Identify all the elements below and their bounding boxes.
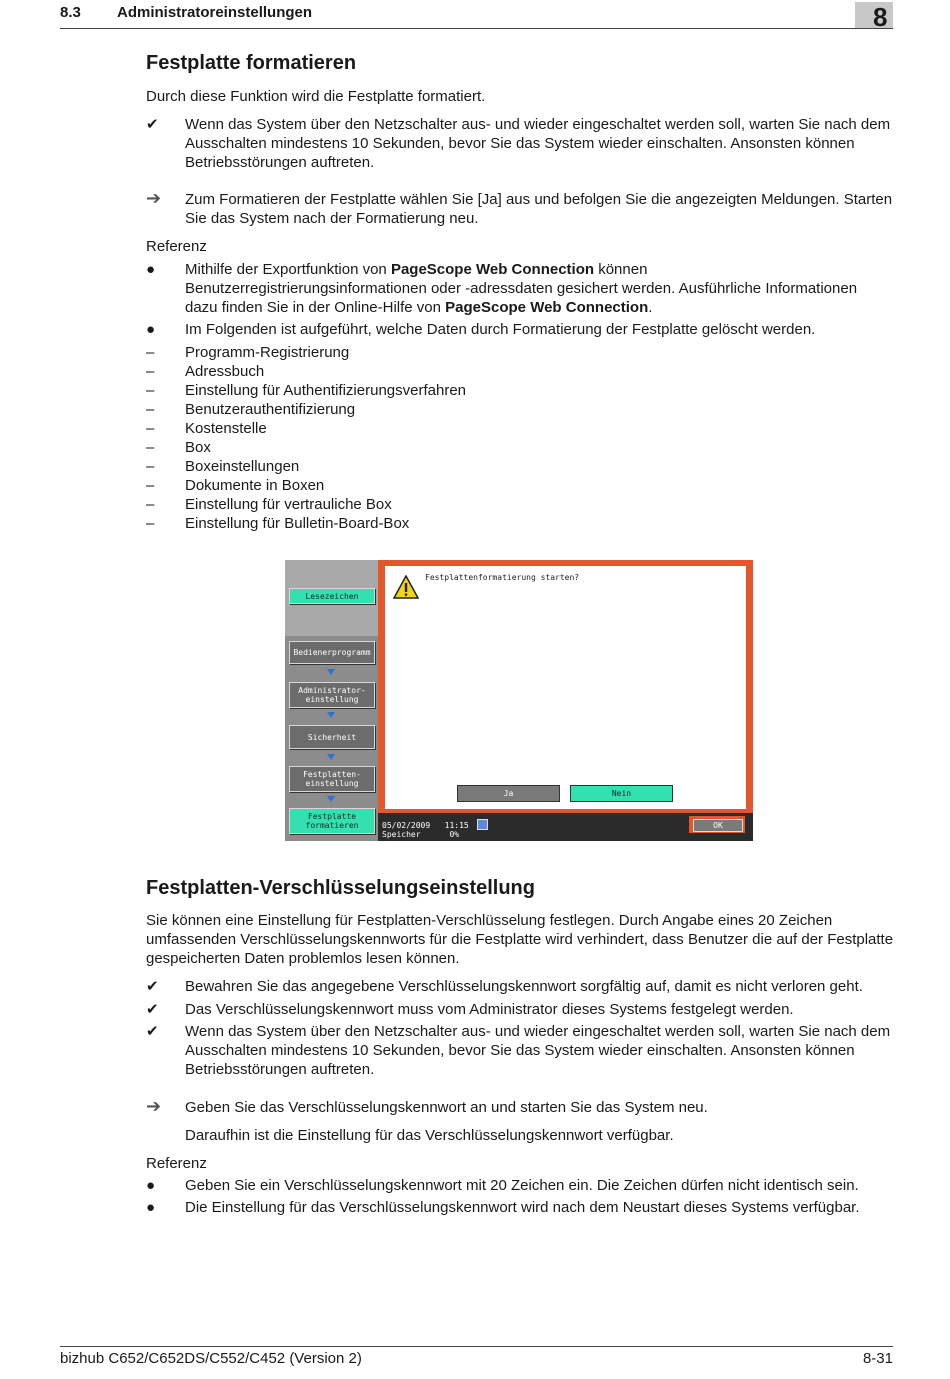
check-icon: ✔ [146, 116, 159, 133]
footer-product: bizhub C652/C652DS/C552/C452 (Version 2) [60, 1350, 362, 1367]
arrow-down-icon [327, 712, 335, 718]
dash-icon: – [146, 420, 155, 437]
section-title: Administratoreinstellungen [117, 4, 313, 21]
dash-icon: – [146, 401, 155, 418]
arrow-down-icon [327, 669, 335, 675]
dialog-message: Festplattenformatierung starten? [425, 573, 580, 582]
yes-button[interactable]: Ja [457, 785, 560, 802]
check-icon: ✔ [146, 978, 159, 995]
check-icon: ✔ [146, 1001, 159, 1018]
page-number: 8-31 [862, 1350, 893, 1367]
job-status-icon[interactable] [477, 819, 488, 830]
intro-text: Durch diese Funktion wird die Festplatte formatiert. [146, 88, 486, 105]
memory-label: Speicher [382, 830, 421, 839]
header-rule [60, 28, 893, 29]
arrow-down-icon [327, 796, 335, 802]
intro-text: Sie können eine Einstellung für Festplatten-Verschlüsselung festlegen. Durch Angabe eines 20 Zeichen umfassenden Verschlüsselungskennworts für die Festplatte wird verhindert, dass Benutzer die auf der Festplatte gespeicherten Daten problemlos lesen können. [146, 912, 894, 967]
nav-hdd-settings-button[interactable]: Festplatten- einstellung [289, 766, 375, 792]
reference-label: Referenz [146, 1155, 207, 1172]
dialog-panel [385, 566, 746, 809]
time-display: 11:15 [444, 821, 469, 830]
nav-security-button[interactable]: Sicherheit [289, 725, 375, 749]
control-panel-screenshot [285, 560, 753, 841]
bullet-icon: ● [146, 321, 156, 338]
dash-icon: – [146, 363, 155, 380]
nav-format-hdd-button[interactable]: Festplatte formatieren [289, 808, 375, 834]
heading-hdd-encryption: Festplatten-Verschlüsselungseinstellung [146, 877, 535, 899]
nav-utility-button[interactable]: Bedienerprogramm [289, 641, 375, 664]
nav-admin-button[interactable]: Administrator- einstellung [289, 682, 375, 708]
arrow-right-icon: ➔ [146, 188, 162, 208]
bookmark-button[interactable]: Lesezeichen [289, 588, 375, 604]
dash-icon: – [146, 458, 155, 475]
section-number: 8.3 [60, 4, 81, 21]
footer-rule [60, 1346, 893, 1347]
memory-value: 0% [449, 830, 460, 839]
dash-icon: – [146, 344, 155, 361]
no-button[interactable]: Nein [570, 785, 673, 802]
dash-icon: – [146, 439, 155, 456]
dash-icon: – [146, 382, 155, 399]
reference-label: Referenz [146, 238, 207, 255]
arrow-down-icon [327, 754, 335, 760]
dash-icon: – [146, 515, 155, 532]
check-icon: ✔ [146, 1023, 159, 1040]
heading-format-disk: Festplatte formatieren [146, 52, 357, 74]
chapter-number: 8 [873, 2, 888, 32]
date-display: 05/02/2009 [382, 821, 431, 830]
dash-icon: – [146, 496, 155, 513]
arrow-right-icon: ➔ [146, 1096, 162, 1116]
dash-icon: – [146, 477, 155, 494]
bullet-icon: ● [146, 1177, 156, 1194]
warning-icon [393, 575, 419, 599]
bullet-icon: ● [146, 261, 156, 278]
ok-button[interactable]: OK [693, 819, 743, 832]
status-bar [382, 821, 469, 839]
bullet-icon: ● [146, 1199, 156, 1216]
